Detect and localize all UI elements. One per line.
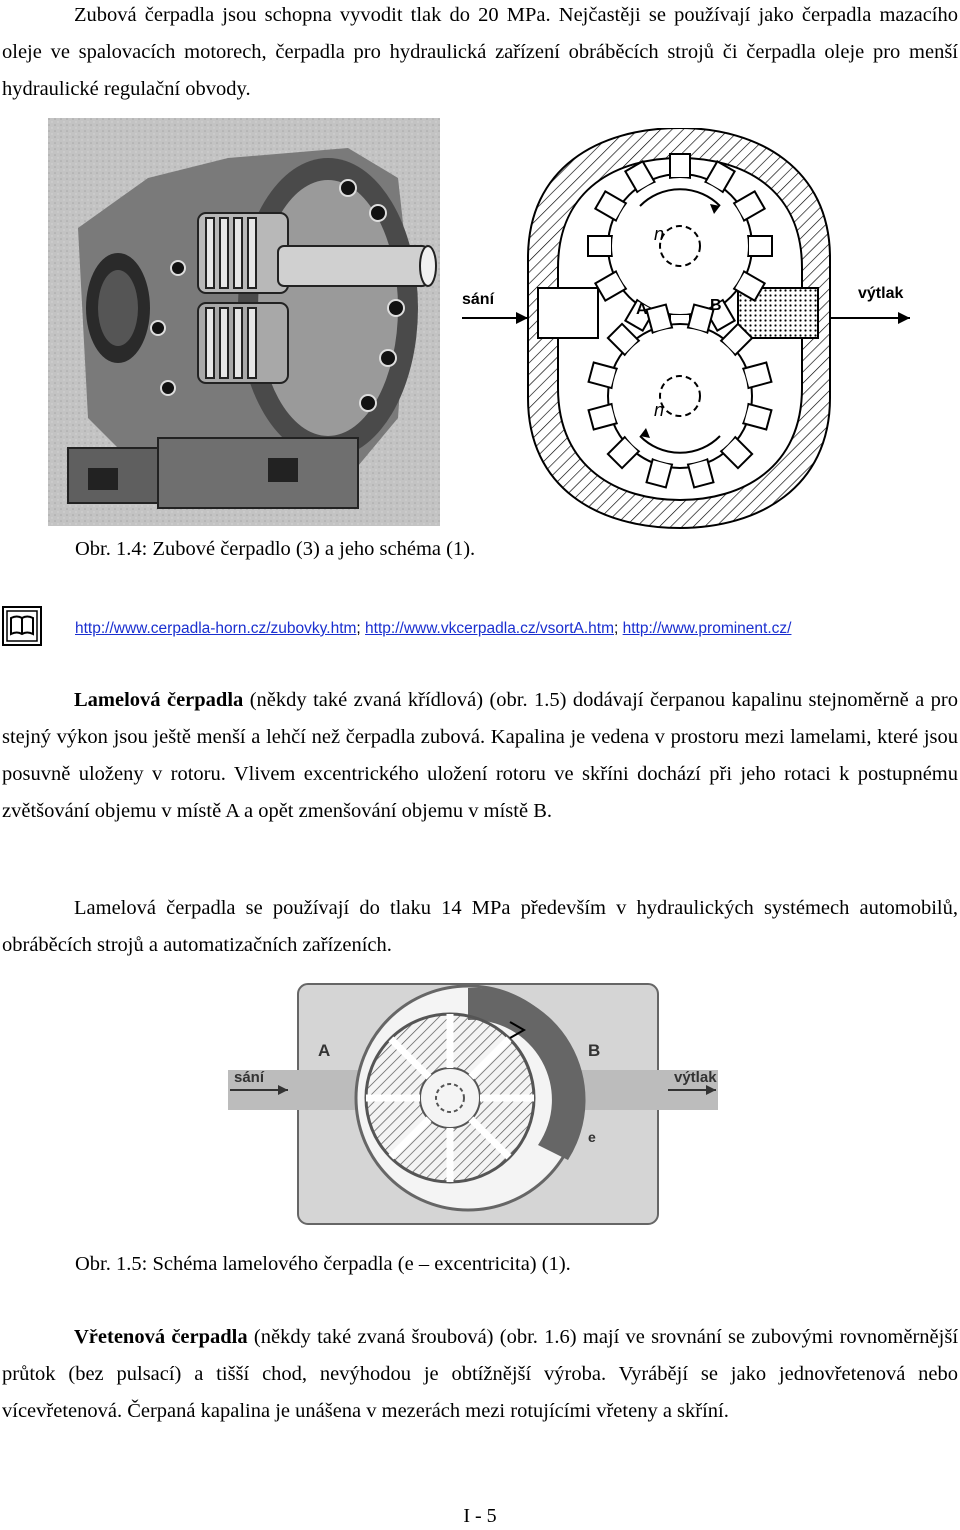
rotation-n-top: n <box>654 224 665 244</box>
inlet-label: sání <box>462 291 495 308</box>
point-a-label: A <box>636 301 648 318</box>
reference-links: http://www.cerpadla-horn.cz/zubovky.htm; http://www.vkcerpadla.cz/vsortA.htm; http://www.prominent.cz/ <box>75 620 792 637</box>
lamelova-usage-paragraph: Lamelová čerpadla se používají do tlaku 14 MPa především v hydraulických systémech automobilů, obráběcích strojů a automatizačních zařízeních. <box>2 897 958 956</box>
gear-pump-photo <box>48 118 440 526</box>
figure2-caption: Obr. 1.5: Schéma lamelového čerpadla (e – excentricita) (1). <box>75 1253 571 1275</box>
link-prominent[interactable]: http://www.prominent.cz/ <box>622 620 792 637</box>
figure1-caption: Obr. 1.4: Zubové čerpadlo (3) a jeho schéma (1). <box>75 538 476 560</box>
vretenova-paragraph: Vřetenová čerpadla (někdy také zvaná šroubová) (obr. 1.6) mají ve srovnání se zubovými rovnoměrnější průtok (bez pulsací) a tišší chod, nevýhodou je obtížnější výroba. Vyrábějí se jako jednovřetenová nebo vícevřetenová. Čerpaná kapalina je unášena v mezerách mezi rotujícími vřeteny a skříní. <box>2 1326 959 1422</box>
inlet-label-2: sání <box>234 1069 265 1086</box>
gear-pump-schema <box>458 128 918 530</box>
lamelova-title: Lamelová čerpadla <box>74 689 244 711</box>
link-cerpadla-horn[interactable]: http://www.cerpadla-horn.cz/zubovky.htm <box>75 620 357 637</box>
outlet-label-2: výtlak <box>674 1069 717 1086</box>
rotation-n-bottom: n <box>654 400 665 420</box>
outlet-label: výtlak <box>858 285 904 302</box>
link-vkcerpadla[interactable]: http://www.vkcerpadla.cz/vsortA.htm <box>365 620 614 637</box>
point-a-label-2: A <box>318 1041 331 1060</box>
page-number: I - 5 <box>463 1505 497 1527</box>
vretenova-title: Vřetenová čerpadla <box>74 1326 248 1348</box>
point-b-label: B <box>710 297 722 314</box>
book-icon <box>2 606 42 646</box>
point-b-label-2: B <box>588 1041 601 1060</box>
vane-pump-schema <box>228 980 718 1228</box>
intro-paragraph: Zubová čerpadla jsou schopna vyvodit tlak do 20 MPa. Nejčastěji se používají jako čerpadla mazacího oleje ve spalovacích motorech, čerpadla pro hydraulická zařízení obráběcích strojů či čerpadla oleje pro menší hydraulické regulační obvody. <box>2 4 958 100</box>
eccentricity-label: e <box>588 1129 596 1145</box>
lamelova-paragraph: Lamelová čerpadla (někdy také zvaná křídlová) (obr. 1.5) dodávají čerpanou kapalinu stejnoměrně a pro stejný výkon jsou ještě menší a lehčí než čerpadla zubová. Kapalina je vedena v prostoru mezi lamelami, které jsou posuvně uloženy v rotoru. Vlivem excentrického uložení rotoru ve skříni dochází při jeho rotaci k postupnému zvětšování objemu v místě A a opět zmenšování objemu v místě B. <box>2 689 958 822</box>
